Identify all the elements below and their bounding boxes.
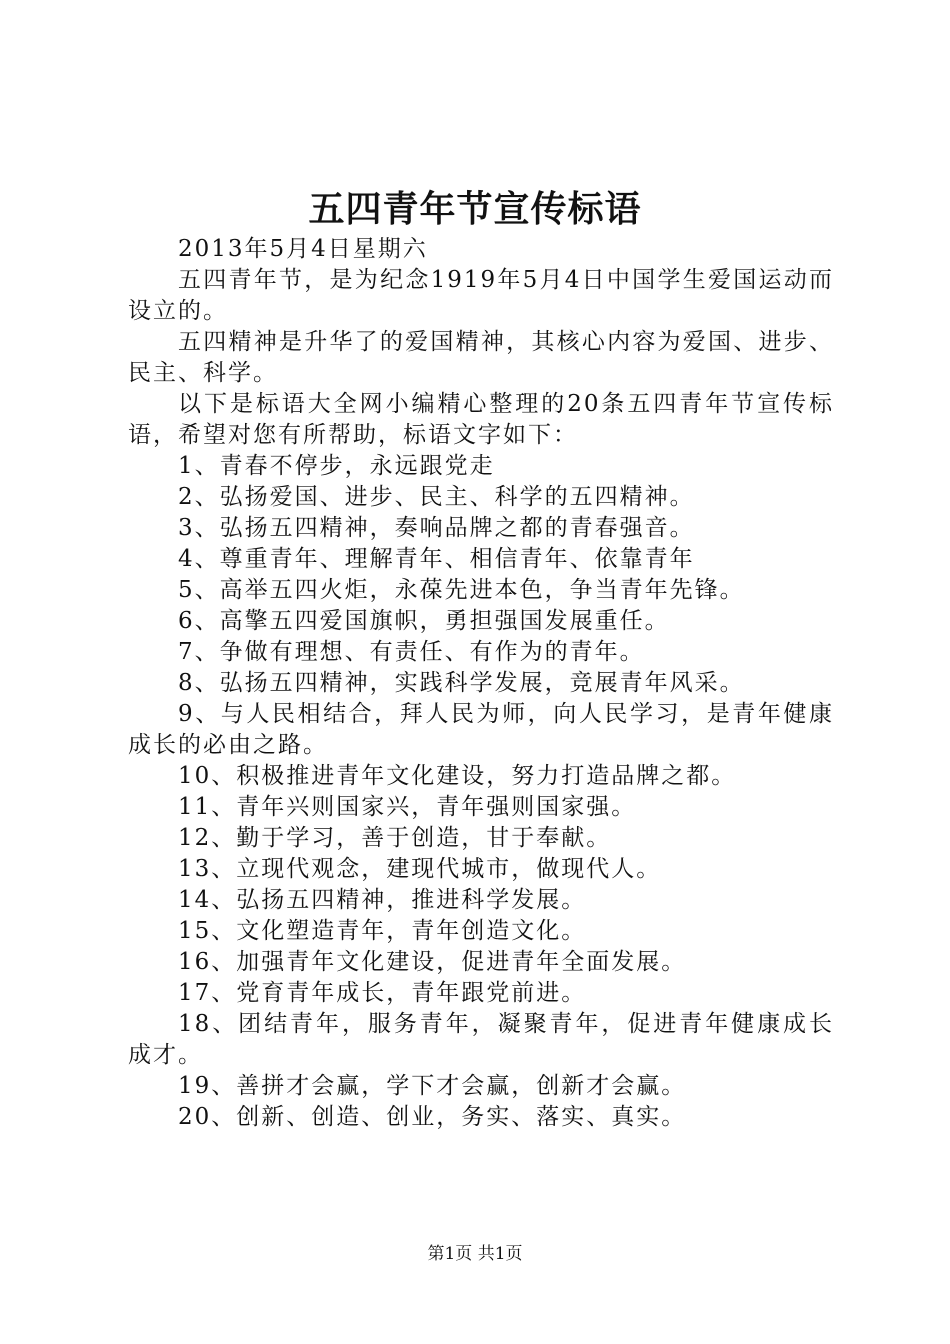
slogan-item: 7、争做有理想、有责任、有作为的青年。 (178, 639, 645, 665)
slogan-item: 18、团结青年，服务青年，凝聚青年，促进青年健康成长成才。 (128, 1011, 834, 1068)
slogan-item: 12、勤于学习，善于创造，甘于奉献。 (178, 825, 612, 851)
slogan-item: 17、党育青年成长，青年跟党前进。 (178, 980, 587, 1006)
slogan-item: 14、弘扬五四精神，推进科学发展。 (178, 887, 587, 913)
slogan-item: 11、青年兴则国家兴，青年强则国家强。 (178, 794, 637, 820)
slogan-item: 2、弘扬爱国、进步、民主、科学的五四精神。 (178, 484, 695, 510)
slogan-item: 6、高擎五四爱国旗帜，勇担强国发展重任。 (178, 608, 670, 634)
slogan-item: 15、文化塑造青年，青年创造文化。 (178, 918, 587, 944)
slogan-item: 1、青春不停步，永远跟党走 (178, 453, 495, 479)
document-body (128, 234, 834, 1133)
slogan-item: 9、与人民相结合，拜人民为师，向人民学习，是青年健康成长的必由之路。 (128, 701, 834, 758)
slogan-item: 10、积极推进青年文化建设，努力打造品牌之都。 (178, 763, 737, 789)
slogan-item: 13、立现代观念，建现代城市，做现代人。 (178, 856, 662, 882)
document-title: 五四青年节宣传标语 (308, 188, 642, 230)
date-line: 2013年5月4日星期六 (178, 236, 428, 262)
slogan-item: 19、善拼才会赢，学下才会赢，创新才会赢。 (178, 1073, 687, 1099)
intro-paragraph: 五四青年节，是为纪念1919年5月4日中国学生爱国运动而设立的。 (128, 267, 834, 324)
slogan-item: 20、创新、创造、创业，务实、落实、真实。 (178, 1104, 687, 1130)
slogan-item: 16、加强青年文化建设，促进青年全面发展。 (178, 949, 687, 975)
slogan-item: 8、弘扬五四精神，实践科学发展，竞展青年风采。 (178, 670, 745, 696)
intro-paragraph: 五四精神是升华了的爱国精神，其核心内容为爱国、进步、民主、科学。 (128, 329, 834, 386)
slogan-item: 5、高举五四火炬，永葆先进本色，争当青年先锋。 (178, 577, 745, 603)
intro-paragraph: 以下是标语大全网小编精心整理的20条五四青年节宣传标语，希望对您有所帮助，标语文字如下： (128, 391, 834, 448)
slogan-item: 3、弘扬五四精神，奏响品牌之都的青春强音。 (178, 515, 695, 541)
page-footer: 第1页 共1页 (427, 1244, 523, 1264)
slogan-item: 4、尊重青年、理解青年、相信青年、依靠青年 (178, 546, 695, 572)
